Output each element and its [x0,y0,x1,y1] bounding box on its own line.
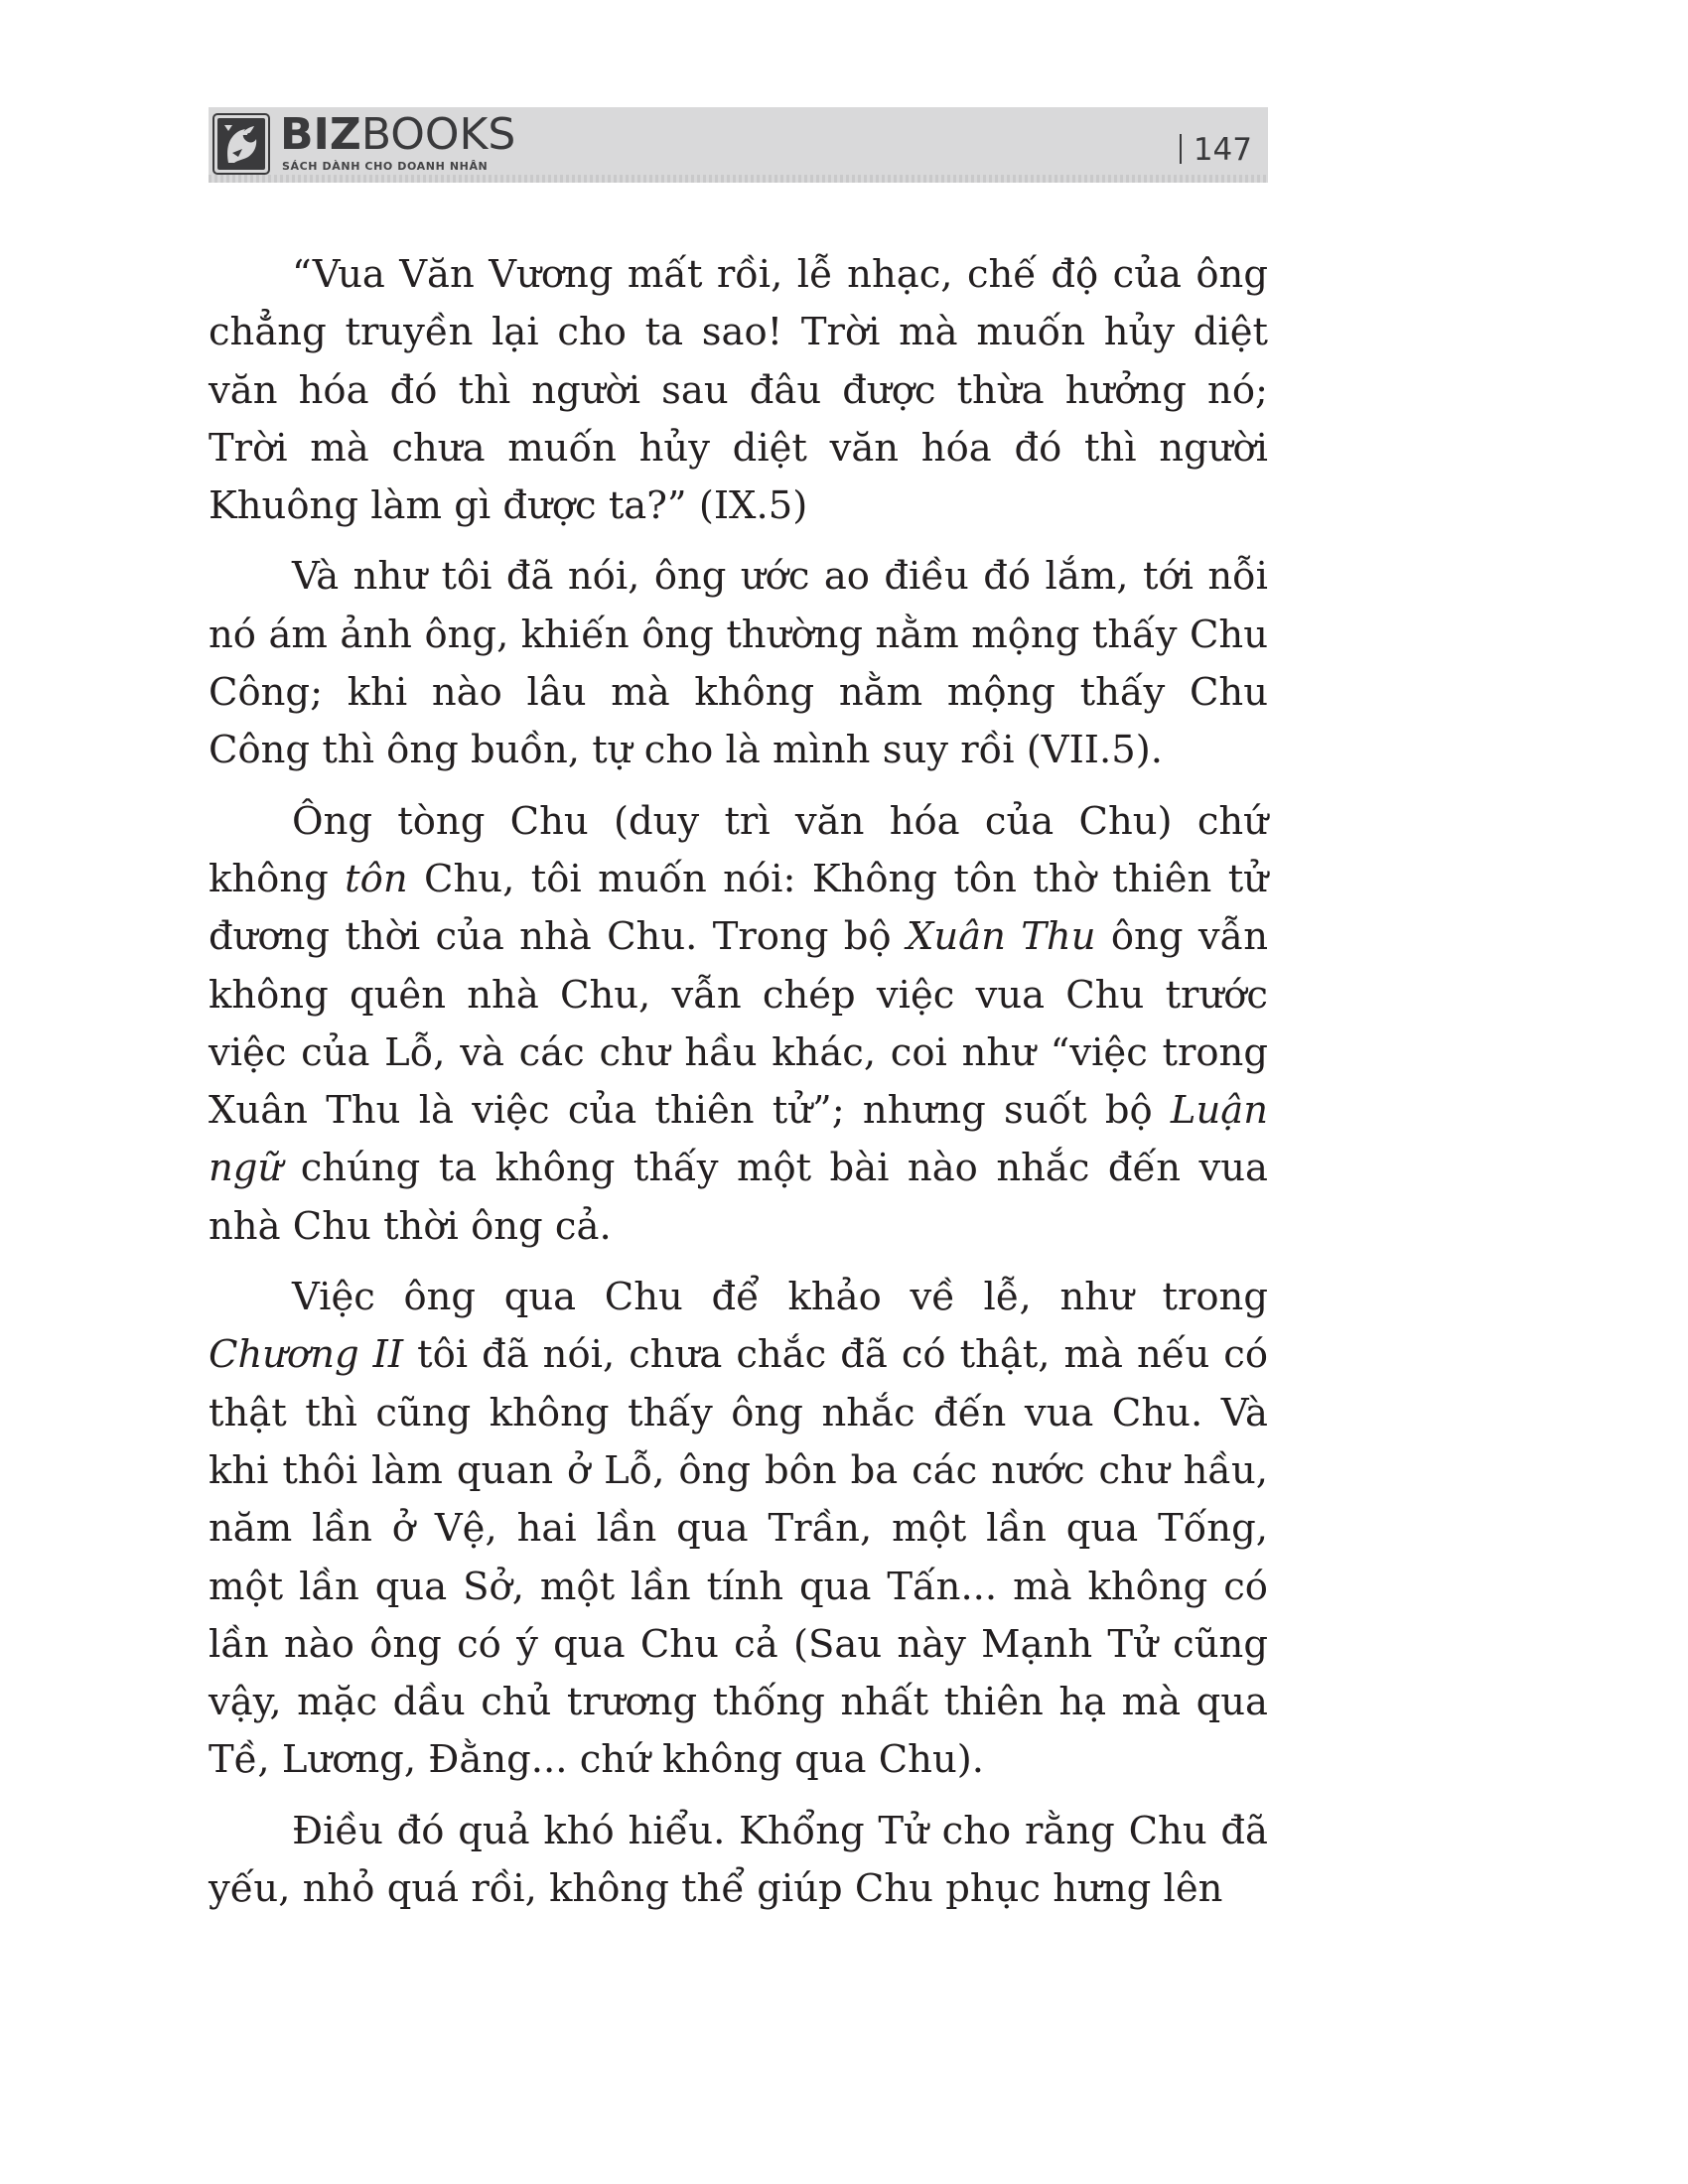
brand-name [280,109,515,161]
paragraph-dream: Và như tôi đã nói, ông ước ao điều đó lắm, tới nỗi nó ám ảnh ông, khiến ông thường nằm mộng thấy Chu Công; khi nào lâu mà không nằm mộng thấy Chu Công thì ông buồn, tự cho là mình suy rồi (VII.5). [209,554,1268,773]
body-text [209,246,1268,1931]
emphasis-ton: tôn [345,856,408,901]
book-title-xuan-thu: Xuân Thu [906,914,1096,960]
paragraph-conclusion: Điều đó quả khó hiểu. Khổng Tử cho rằng Chu đã yếu, nhỏ quá rồi, không thể giúp Chu phục hưng lên [209,1808,1268,1912]
book-title-luan-ngu: Luận ngữ [209,1088,1268,1191]
bizbooks-logo-icon [212,113,270,175]
page-number-separator [1180,134,1182,164]
text-run: chúng ta không thấy một bài nào nhắc đến vua nhà Chu thời ông cả. [209,1146,1268,1249]
paragraph-travels [209,1269,1268,1790]
text-run: Việc ông qua Chu để khảo về lễ, như trong [292,1275,1268,1320]
page-number-block [1180,133,1252,167]
text-run: ông vẫn không quên nhà Chu, vẫn chép việc vua Chu trước việc của Lỗ, và các chư hầu khác, coi như “việc trong Xuân Thu là việc của thiên tử”; nhưng suốt bộ [209,914,1268,1134]
paragraph-ton-chu [209,793,1268,1256]
brand-name-light: BOOKS [360,109,516,160]
text-run: tôi đã nói, chưa chắc đã có thật, mà nếu có thật thì cũng không thấy ông nhắc đến vua Chu. Và khi thôi làm quan ở Lỗ, ông bôn ba các nước chư hầu, năm lần ở Vệ, hai lần qua Trần, một lần qua Tống, một lần qua Sở, một lần tính qua Tấn... mà không có lần nào ông có ý qua Chu cả (Sau này Mạnh Tử cũng vậy, mặc dầu chủ trương thống nhất thiên hạ mà qua Tề, Lương, Đằng... chứ không qua Chu). [209,1332,1268,1783]
text-run: Chu, tôi muốn nói: Không tôn thờ thiên tử đương thời của nhà Chu. Trong bộ [209,856,1269,960]
brand-name-bold: BIZ [280,109,361,160]
chapter-reference: Chương II [209,1332,404,1378]
running-header [209,107,1268,183]
text-run: Ông tòng Chu (duy trì văn hóa của Chu) chứ không [209,798,1268,901]
paragraph-quote: “Vua Văn Vương mất rồi, lễ nhạc, chế độ của ông chẳng truyền lại cho ta sao! Trời mà muốn hủy diệt văn hóa đó thì người sau đâu được thừa hưởng nó; Trời mà chưa muốn hủy diệt văn hóa đó thì người Khuông làm gì được ta?” (IX.5) [209,252,1268,529]
brand-tagline: SÁCH DÀNH CHO DOANH NHÂN [282,160,489,173]
page-number: 147 [1193,132,1252,168]
header-stripe [209,175,1268,183]
